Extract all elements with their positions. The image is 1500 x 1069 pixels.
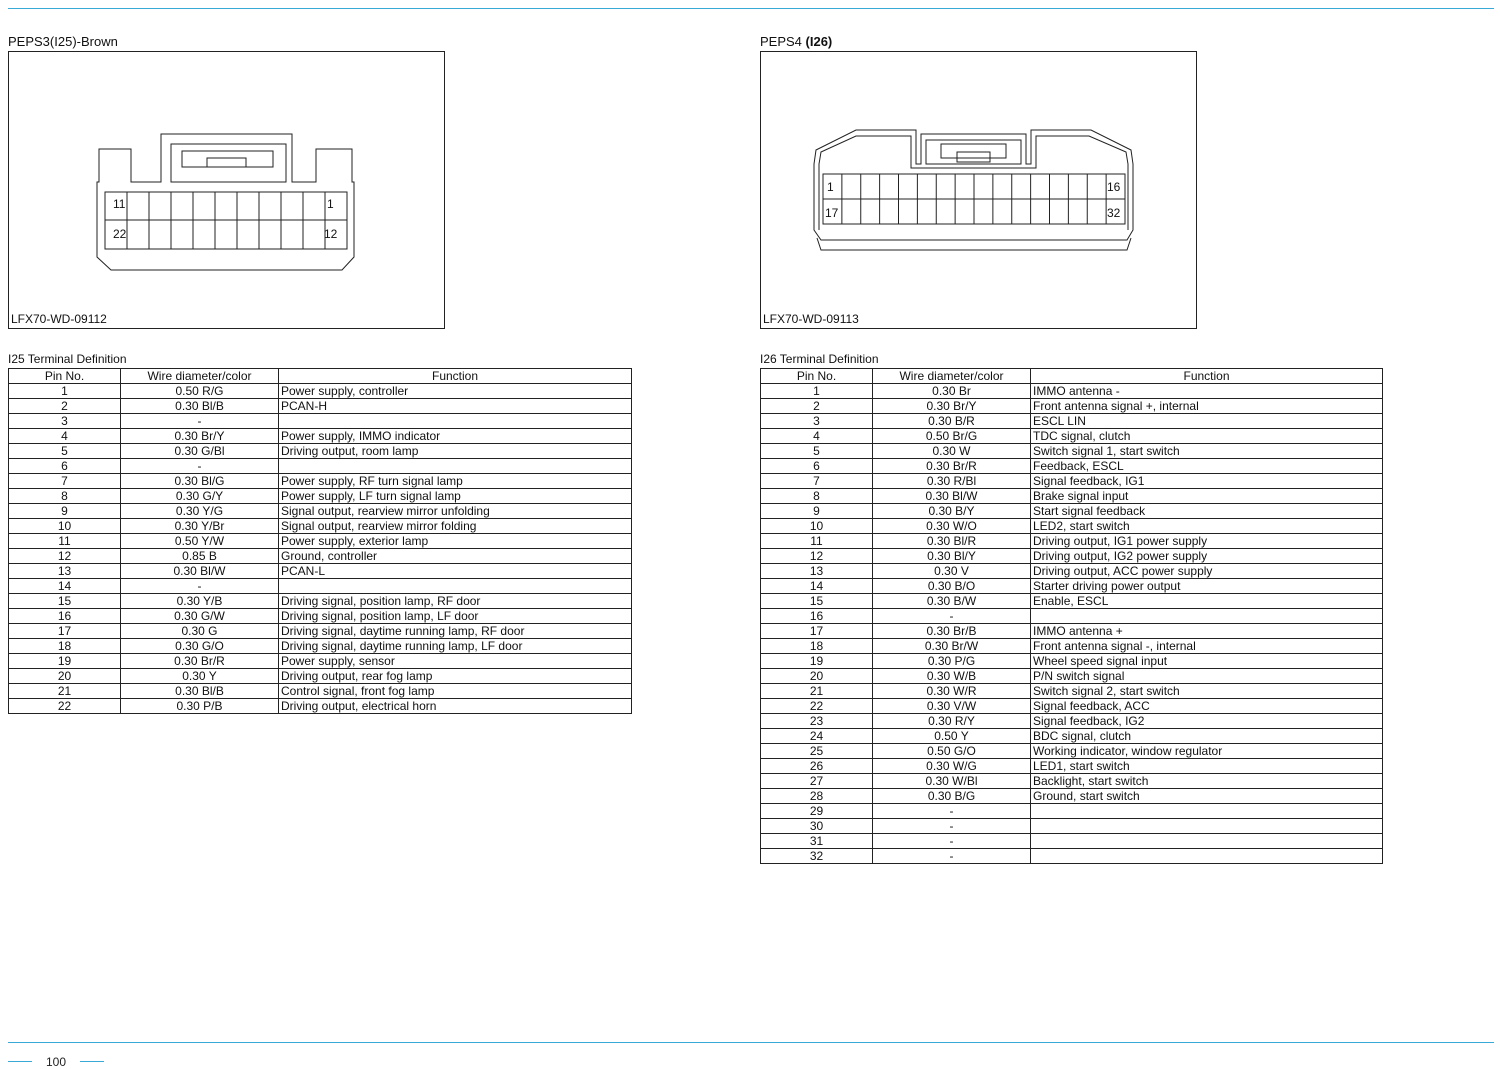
- cell-function: [279, 579, 632, 594]
- cell-pin-no: 2: [9, 399, 121, 414]
- table-row: [9, 489, 632, 504]
- cell-pin-no: 16: [761, 609, 873, 624]
- cell-function: [1031, 834, 1383, 849]
- cell-wire: 0.30 G/W: [121, 609, 279, 624]
- table-row: [761, 414, 1383, 429]
- cell-function: Backlight, start switch: [1031, 774, 1383, 789]
- cell-function: Enable, ESCL: [1031, 594, 1383, 609]
- cell-function: Control signal, front fog lamp: [279, 684, 632, 699]
- cell-wire: 0.30 Br: [873, 384, 1031, 399]
- connector-title-i26-text: PEPS4: [760, 34, 806, 49]
- connector-diagram-i25: [8, 51, 445, 329]
- table-row: [761, 744, 1383, 759]
- cell-wire: 0.30 Bl/B: [121, 684, 279, 699]
- cell-wire: 0.30 W/O: [873, 519, 1031, 534]
- table-row: [761, 579, 1383, 594]
- cell-pin-no: 23: [761, 714, 873, 729]
- cell-wire: 0.30 B/Y: [873, 504, 1031, 519]
- cell-wire: 0.30 B/G: [873, 789, 1031, 804]
- table-row: [761, 594, 1383, 609]
- pin-label-i25-top-left: 11: [113, 197, 126, 211]
- table-row: [9, 474, 632, 489]
- cell-pin-no: 7: [9, 474, 121, 489]
- cell-wire: 0.30 V/W: [873, 699, 1031, 714]
- cell-pin-no: 24: [761, 729, 873, 744]
- cell-pin-no: 21: [761, 684, 873, 699]
- table-row: [9, 549, 632, 564]
- table-row: [9, 564, 632, 579]
- cell-wire: 0.50 Br/G: [873, 429, 1031, 444]
- cell-wire: 0.30 Br/R: [873, 459, 1031, 474]
- table-row: [761, 444, 1383, 459]
- table-row: [761, 759, 1383, 774]
- cell-pin-no: 11: [761, 534, 873, 549]
- cell-wire: 0.50 R/G: [121, 384, 279, 399]
- cell-wire: 0.50 Y: [873, 729, 1031, 744]
- table-row: [761, 519, 1383, 534]
- cell-wire: 0.30 W/G: [873, 759, 1031, 774]
- cell-function: [1031, 804, 1383, 819]
- table-row: [9, 384, 632, 399]
- cell-pin-no: 3: [761, 414, 873, 429]
- table-row: [9, 639, 632, 654]
- cell-function: Ground, controller: [279, 549, 632, 564]
- table-row: [761, 669, 1383, 684]
- pin-label-i25-bottom-right: 12: [324, 227, 338, 241]
- page-number: 100: [46, 1055, 67, 1069]
- cell-pin-no: 30: [761, 819, 873, 834]
- table-header-row: [9, 369, 632, 384]
- cell-wire: 0.30 Br/Y: [873, 399, 1031, 414]
- top-rule: [8, 8, 1494, 9]
- cell-wire: -: [873, 609, 1031, 624]
- cell-function: Power supply, controller: [279, 384, 632, 399]
- cell-pin-no: 18: [9, 639, 121, 654]
- cell-pin-no: 19: [761, 654, 873, 669]
- table-row: [9, 579, 632, 594]
- cell-wire: -: [873, 834, 1031, 849]
- cell-pin-no: 8: [761, 489, 873, 504]
- cell-function: Feedback, ESCL: [1031, 459, 1383, 474]
- terminal-table-i25: [8, 368, 632, 714]
- cell-wire: 0.30 Y: [121, 669, 279, 684]
- table-row: [9, 519, 632, 534]
- cell-pin-no: 16: [9, 609, 121, 624]
- table-row: [761, 624, 1383, 639]
- cell-pin-no: 4: [761, 429, 873, 444]
- cell-function: Driving output, IG2 power supply: [1031, 549, 1383, 564]
- cell-function: Brake signal input: [1031, 489, 1383, 504]
- cell-pin-no: 6: [9, 459, 121, 474]
- table-row: [761, 534, 1383, 549]
- table-row: [9, 699, 632, 714]
- table-row: [761, 549, 1383, 564]
- cell-function: Signal feedback, IG2: [1031, 714, 1383, 729]
- cell-pin-no: 4: [9, 429, 121, 444]
- table-row: [9, 609, 632, 624]
- cell-function: [1031, 609, 1383, 624]
- table-row: [9, 429, 632, 444]
- cell-pin-no: 20: [9, 669, 121, 684]
- cell-pin-no: 9: [9, 504, 121, 519]
- table-row: [761, 819, 1383, 834]
- cell-wire: 0.30 R/Y: [873, 714, 1031, 729]
- table-row: [9, 624, 632, 639]
- table-row: [9, 504, 632, 519]
- cell-function: Starter driving power output: [1031, 579, 1383, 594]
- cell-wire: -: [873, 804, 1031, 819]
- table-caption-i26: I26 Terminal Definition: [760, 352, 879, 366]
- cell-wire: 0.30 G/Y: [121, 489, 279, 504]
- diagram-code-i26: LFX70-WD-09113: [763, 312, 859, 326]
- connector-diagram-i26: [760, 51, 1197, 329]
- header-pin-no: Pin No.: [761, 369, 873, 384]
- cell-function: LED1, start switch: [1031, 759, 1383, 774]
- cell-function: Signal feedback, IG1: [1031, 474, 1383, 489]
- cell-function: Signal output, rearview mirror unfolding: [279, 504, 632, 519]
- cell-pin-no: 10: [761, 519, 873, 534]
- table-row: [761, 459, 1383, 474]
- cell-wire: 0.50 G/O: [873, 744, 1031, 759]
- table-row: [9, 459, 632, 474]
- cell-function: Front antenna signal -, internal: [1031, 639, 1383, 654]
- cell-function: Driving signal, daytime running lamp, RF door: [279, 624, 632, 639]
- connector-title-i26-code: (I26): [805, 34, 833, 49]
- cell-function: P/N switch signal: [1031, 669, 1383, 684]
- page-number-dash-left: [8, 1061, 32, 1062]
- page-number-dash-right: [80, 1061, 104, 1062]
- cell-pin-no: 14: [9, 579, 121, 594]
- cell-pin-no: 18: [761, 639, 873, 654]
- cell-wire: 0.85 B: [121, 549, 279, 564]
- cell-wire: 0.30 Bl/R: [873, 534, 1031, 549]
- table-row: [761, 804, 1383, 819]
- cell-wire: 0.30 Br/R: [121, 654, 279, 669]
- cell-function: BDC signal, clutch: [1031, 729, 1383, 744]
- cell-wire: 0.30 Bl/B: [121, 399, 279, 414]
- table-row: [761, 429, 1383, 444]
- cell-function: Driving output, ACC power supply: [1031, 564, 1383, 579]
- cell-wire: 0.30 R/Bl: [873, 474, 1031, 489]
- cell-wire: -: [121, 459, 279, 474]
- table-header-row: [761, 369, 1383, 384]
- cell-pin-no: 21: [9, 684, 121, 699]
- cell-function: Driving signal, position lamp, LF door: [279, 609, 632, 624]
- cell-wire: -: [873, 849, 1031, 864]
- cell-function: Signal feedback, ACC: [1031, 699, 1383, 714]
- table-row: [761, 774, 1383, 789]
- cell-wire: 0.30 Br/Y: [121, 429, 279, 444]
- cell-function: Driving output, rear fog lamp: [279, 669, 632, 684]
- cell-pin-no: 31: [761, 834, 873, 849]
- cell-function: Driving output, electrical horn: [279, 699, 632, 714]
- table-row: [9, 534, 632, 549]
- cell-wire: -: [873, 819, 1031, 834]
- table-row: [761, 639, 1383, 654]
- cell-function: Power supply, RF turn signal lamp: [279, 474, 632, 489]
- cell-function: TDC signal, clutch: [1031, 429, 1383, 444]
- cell-function: Ground, start switch: [1031, 789, 1383, 804]
- cell-function: Driving signal, position lamp, RF door: [279, 594, 632, 609]
- table-caption-i25: I25 Terminal Definition: [8, 352, 127, 366]
- cell-pin-no: 7: [761, 474, 873, 489]
- pin-label-i25-top-right: 1: [327, 197, 334, 211]
- cell-pin-no: 14: [761, 579, 873, 594]
- header-function: Function: [1031, 369, 1383, 384]
- pin-label-i26-bottom-left: 17: [825, 206, 839, 220]
- cell-function: [279, 459, 632, 474]
- cell-wire: 0.30 B/O: [873, 579, 1031, 594]
- cell-wire: -: [121, 579, 279, 594]
- cell-function: LED2, start switch: [1031, 519, 1383, 534]
- cell-pin-no: 22: [9, 699, 121, 714]
- cell-pin-no: 17: [761, 624, 873, 639]
- cell-wire: 0.50 Y/W: [121, 534, 279, 549]
- table-row: [761, 564, 1383, 579]
- connector-title-i26: [760, 34, 832, 49]
- cell-pin-no: 29: [761, 804, 873, 819]
- cell-pin-no: 2: [761, 399, 873, 414]
- table-row: [761, 849, 1383, 864]
- cell-function: Front antenna signal +, internal: [1031, 399, 1383, 414]
- table-row: [9, 414, 632, 429]
- cell-function: Power supply, LF turn signal lamp: [279, 489, 632, 504]
- cell-function: PCAN-L: [279, 564, 632, 579]
- terminal-table-i26: [760, 368, 1383, 864]
- cell-wire: 0.30 Br/B: [873, 624, 1031, 639]
- cell-pin-no: 12: [761, 549, 873, 564]
- cell-pin-no: 27: [761, 774, 873, 789]
- cell-function: PCAN-H: [279, 399, 632, 414]
- cell-function: Power supply, sensor: [279, 654, 632, 669]
- table-row: [761, 609, 1383, 624]
- cell-wire: -: [121, 414, 279, 429]
- header-wire: Wire diameter/color: [873, 369, 1031, 384]
- cell-pin-no: 13: [9, 564, 121, 579]
- cell-pin-no: 17: [9, 624, 121, 639]
- cell-wire: 0.30 P/B: [121, 699, 279, 714]
- pin-label-i25-bottom-left: 22: [113, 227, 127, 241]
- cell-wire: 0.30 V: [873, 564, 1031, 579]
- cell-function: Switch signal 1, start switch: [1031, 444, 1383, 459]
- cell-pin-no: 28: [761, 789, 873, 804]
- cell-pin-no: 15: [9, 594, 121, 609]
- cell-wire: 0.30 W: [873, 444, 1031, 459]
- cell-function: ESCL LIN: [1031, 414, 1383, 429]
- cell-wire: 0.30 W/Bl: [873, 774, 1031, 789]
- connector-title-i25-text: PEPS3(I25)-Brown: [8, 34, 118, 49]
- cell-function: [279, 414, 632, 429]
- table-row: [9, 669, 632, 684]
- cell-function: IMMO antenna -: [1031, 384, 1383, 399]
- cell-function: Driving signal, daytime running lamp, LF door: [279, 639, 632, 654]
- cell-pin-no: 32: [761, 849, 873, 864]
- cell-wire: 0.30 G/Bl: [121, 444, 279, 459]
- cell-function: Wheel speed signal input: [1031, 654, 1383, 669]
- table-row: [761, 834, 1383, 849]
- table-row: [761, 654, 1383, 669]
- cell-function: IMMO antenna +: [1031, 624, 1383, 639]
- table-row: [761, 684, 1383, 699]
- table-row: [761, 789, 1383, 804]
- cell-wire: 0.30 Bl/Y: [873, 549, 1031, 564]
- cell-wire: 0.30 B/W: [873, 594, 1031, 609]
- cell-pin-no: 12: [9, 549, 121, 564]
- cell-wire: 0.30 Y/Br: [121, 519, 279, 534]
- table-row: [9, 684, 632, 699]
- connector-title-i25: [8, 34, 118, 49]
- table-row: [9, 444, 632, 459]
- cell-wire: 0.30 G: [121, 624, 279, 639]
- bottom-rule: [8, 1042, 1494, 1043]
- cell-pin-no: 11: [9, 534, 121, 549]
- cell-pin-no: 9: [761, 504, 873, 519]
- cell-function: Driving output, IG1 power supply: [1031, 534, 1383, 549]
- cell-wire: 0.30 W/B: [873, 669, 1031, 684]
- table-row: [761, 489, 1383, 504]
- cell-function: Start signal feedback: [1031, 504, 1383, 519]
- cell-function: Switch signal 2, start switch: [1031, 684, 1383, 699]
- table-row: [761, 714, 1383, 729]
- cell-function: [1031, 849, 1383, 864]
- diagram-code-i25: LFX70-WD-09112: [11, 312, 107, 326]
- table-row: [761, 729, 1383, 744]
- cell-wire: 0.30 W/R: [873, 684, 1031, 699]
- cell-pin-no: 8: [9, 489, 121, 504]
- table-row: [9, 654, 632, 669]
- connector-drawing-i25: [9, 52, 444, 328]
- cell-pin-no: 10: [9, 519, 121, 534]
- pin-label-i26-bottom-right: 32: [1107, 206, 1121, 220]
- cell-pin-no: 22: [761, 699, 873, 714]
- header-wire: Wire diameter/color: [121, 369, 279, 384]
- pin-label-i26-top-right: 16: [1107, 180, 1121, 194]
- cell-wire: 0.30 Bl/W: [121, 564, 279, 579]
- cell-wire: 0.30 B/R: [873, 414, 1031, 429]
- cell-wire: 0.30 G/O: [121, 639, 279, 654]
- cell-pin-no: 6: [761, 459, 873, 474]
- cell-pin-no: 13: [761, 564, 873, 579]
- cell-function: Signal output, rearview mirror folding: [279, 519, 632, 534]
- cell-wire: 0.30 Bl/G: [121, 474, 279, 489]
- cell-pin-no: 20: [761, 669, 873, 684]
- cell-wire: 0.30 Br/W: [873, 639, 1031, 654]
- cell-wire: 0.30 Y/G: [121, 504, 279, 519]
- cell-wire: 0.30 Y/B: [121, 594, 279, 609]
- table-row: [9, 594, 632, 609]
- cell-wire: 0.30 P/G: [873, 654, 1031, 669]
- cell-pin-no: 15: [761, 594, 873, 609]
- header-pin-no: Pin No.: [9, 369, 121, 384]
- cell-function: Power supply, exterior lamp: [279, 534, 632, 549]
- cell-function: Power supply, IMMO indicator: [279, 429, 632, 444]
- table-row: [761, 474, 1383, 489]
- cell-pin-no: 1: [761, 384, 873, 399]
- cell-pin-no: 26: [761, 759, 873, 774]
- cell-pin-no: 5: [761, 444, 873, 459]
- cell-pin-no: 25: [761, 744, 873, 759]
- cell-function: [1031, 819, 1383, 834]
- cell-pin-no: 3: [9, 414, 121, 429]
- table-row: [761, 504, 1383, 519]
- cell-function: Driving output, room lamp: [279, 444, 632, 459]
- cell-function: Working indicator, window regulator: [1031, 744, 1383, 759]
- cell-wire: 0.30 Bl/W: [873, 489, 1031, 504]
- table-row: [761, 384, 1383, 399]
- table-row: [9, 399, 632, 414]
- table-row: [761, 399, 1383, 414]
- pin-label-i26-top-left: 1: [827, 180, 834, 194]
- cell-pin-no: 5: [9, 444, 121, 459]
- cell-pin-no: 1: [9, 384, 121, 399]
- connector-drawing-i26: [761, 52, 1196, 328]
- header-function: Function: [279, 369, 632, 384]
- table-row: [761, 699, 1383, 714]
- cell-pin-no: 19: [9, 654, 121, 669]
